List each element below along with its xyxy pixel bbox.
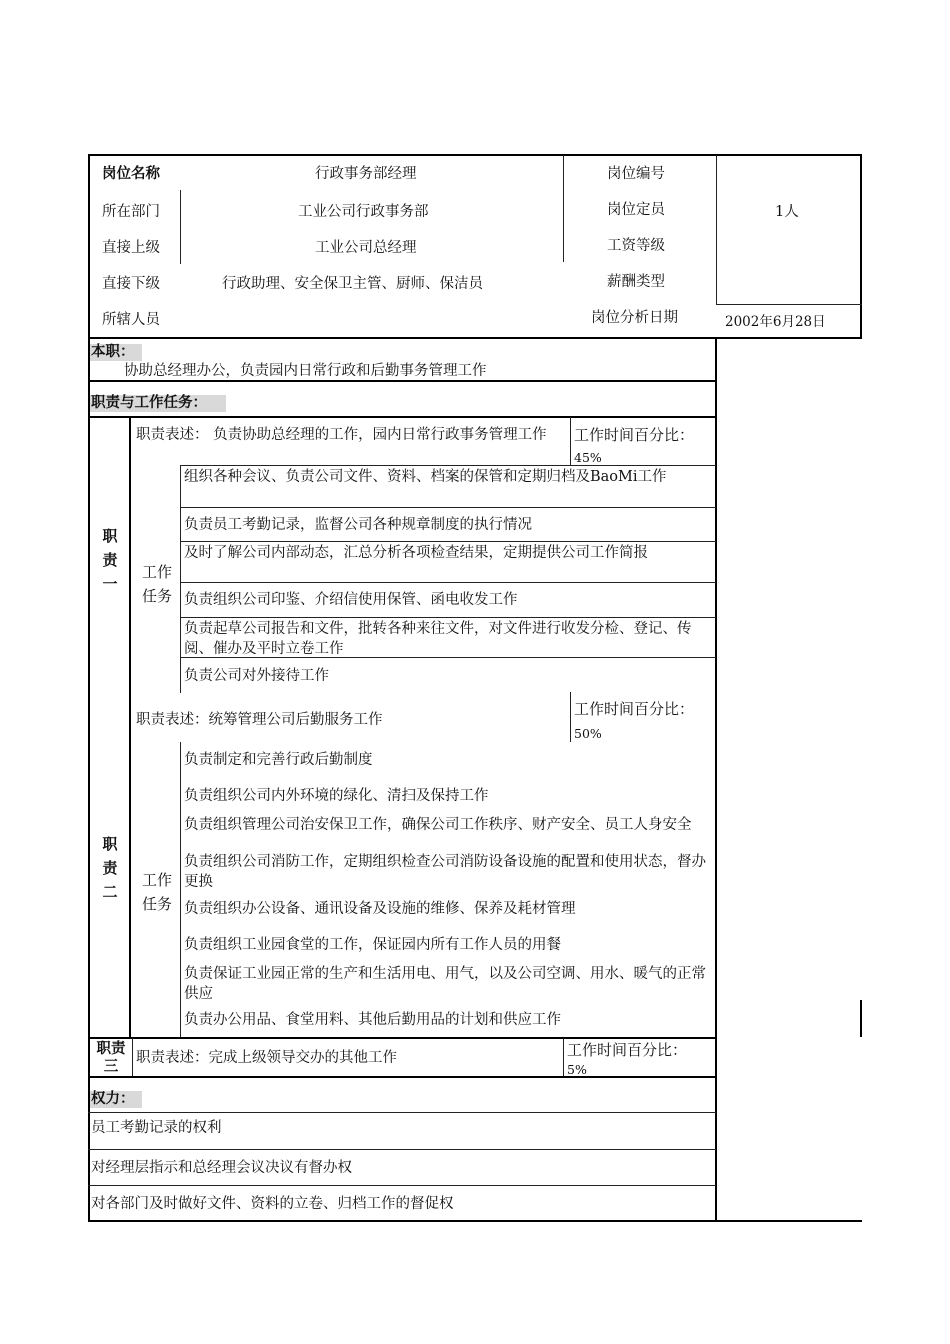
margin-mark: [860, 1000, 862, 1037]
duty-text: 协助总经理办公，负责园内日常行政和后勤事务管理工作: [124, 363, 487, 379]
powers-line: [88, 1112, 716, 1113]
superior-label: 直接上级: [102, 240, 160, 256]
resp3-top-border: [88, 1037, 716, 1039]
table-bottom-border: [88, 1220, 862, 1222]
subordinate-value: 行政助理、安全保卫主管、厨师、保洁员: [222, 276, 483, 292]
managed-label: 所辖人员: [102, 312, 160, 328]
powers-line: [88, 1185, 716, 1186]
resp-label-column-border: [129, 416, 131, 1038]
resp2-time-divider: [570, 692, 571, 742]
resp2-task-divider: [180, 742, 181, 1037]
resp1-task-line: [180, 582, 716, 583]
analysis-date-value: 2002年6月28日: [725, 314, 826, 330]
staffing-label: 岗位定员: [607, 202, 665, 218]
resp2-label: 职责二: [102, 835, 118, 901]
resp2-task-1: 负责制定和完善行政后勤制度: [184, 752, 373, 768]
resp1-task-1: 组织各种会议、负责公司文件、资料、档案的保管和定期归档及BaoMi工作: [184, 469, 667, 485]
resp1-task-3: 及时了解公司内部动态，汇总分析各项检查结果，定期提供公司工作简报: [184, 545, 648, 561]
superior-value: 工业公司总经理: [315, 240, 417, 256]
powers-label: 权力：: [91, 1091, 135, 1107]
analysis-date-label: 岗位分析日期: [591, 310, 678, 326]
resp1-task-line: [180, 657, 716, 658]
dept-value: 工业公司行政事务部: [298, 204, 429, 220]
resp2-task-4: 负责组织公司消防工作，定期组织检查公司消防设备设施的配置和使用状态，督办更换: [184, 854, 706, 890]
resp1-time-label: 工作时间百分比：: [574, 426, 695, 444]
resp2-task-3: 负责组织管理公司治安保卫工作，确保公司工作秩序、财产安全、员工人身安全: [184, 817, 692, 833]
resp2-time-label: 工作时间百分比：: [574, 700, 695, 718]
resp1-task-line: [180, 507, 716, 508]
resp3-time-value: 5%: [567, 1062, 587, 1077]
power-item-3: 对各部门及时做好文件、资料的立卷、归档工作的督促权: [91, 1196, 454, 1212]
resp1-task-4: 负责组织公司印鉴、介绍信使用保管、函电收发工作: [184, 592, 518, 608]
duty-bottom-border: [88, 380, 716, 382]
resp1-task-divider: [180, 465, 181, 693]
wage-grade-label: 工资等级: [607, 238, 665, 254]
power-item-2: 对经理层指示和总经理会议决议有督办权: [91, 1160, 352, 1176]
body-right-border: [715, 337, 717, 1222]
resp2-task-7: 负责保证工业园正常的生产和生活用电、用气，以及公司空调、用水、暖气的正常供应: [184, 966, 706, 1002]
header-right-border: [860, 154, 862, 338]
resp2-time-value: 50%: [574, 726, 602, 741]
resp2-task-6: 负责组织工业园食堂的工作，保证园内所有工作人员的用餐: [184, 937, 561, 953]
resp2-task-label: 工作任务: [141, 871, 172, 913]
post-no-label: 岗位编号: [607, 166, 665, 182]
resp-label-bottom-border: [88, 416, 716, 418]
resp1-task-label: 工作任务: [141, 563, 172, 605]
powers-line: [88, 1149, 716, 1150]
resp1-label: 职责一: [102, 527, 118, 593]
power-item-1: 员工考勤记录的权利: [91, 1120, 222, 1136]
resp1-task-top-line: [180, 465, 716, 466]
header-bottom-border: [88, 337, 862, 339]
resp2-task-8: 负责办公用品、食堂用料、其他后勤用品的计划和供应工作: [184, 1012, 561, 1028]
resp3-bottom-border: [88, 1076, 716, 1078]
resp1-time-value: 45%: [574, 450, 602, 465]
header-divider-2: [563, 155, 564, 262]
header-divider-1: [180, 190, 181, 264]
subordinate-label: 直接下级: [102, 276, 160, 292]
resp2-statement: 职责表述：统筹管理公司后勤服务工作: [136, 712, 383, 728]
post-name-value: 行政事务部经理: [315, 166, 417, 182]
dept-label: 所在部门: [102, 204, 160, 220]
resp1-task-line: [180, 617, 716, 618]
post-name-label: 岗位名称: [102, 166, 160, 182]
staffing-value: 1人: [775, 204, 799, 220]
resp2-task-5: 负责组织办公设备、通讯设备及设施的维修、保养及耗材管理: [184, 901, 576, 917]
resp3-statement: 职责表述：完成上级领导交办的其他工作: [136, 1050, 397, 1066]
salary-type-label: 薪酬类型: [607, 274, 665, 290]
resp1-task-2: 负责员工考勤记录，监督公司各种规章制度的执行情况: [184, 517, 532, 533]
resp1-statement: 职责表述： 负责协助总经理的工作，园内日常行政事务管理工作: [136, 427, 547, 443]
resp1-task-line: [180, 541, 716, 542]
table-top-border: [88, 154, 862, 156]
responsibilities-label: 职责与工作任务：: [91, 395, 207, 411]
table-left-border: [88, 154, 90, 1222]
header-divider-3: [716, 155, 717, 304]
resp1-time-divider: [570, 417, 571, 465]
date-row-top-border: [716, 304, 862, 305]
resp3-time-divider: [563, 1038, 564, 1076]
resp3-label-divider: [132, 1038, 133, 1076]
resp1-task-5: 负责起草公司报告和文件，批转各种来往文件，对文件进行收发分检、登记、传阅、催办及平时立卷工作: [184, 621, 692, 657]
resp2-task-2: 负责组织公司内外环境的绿化、清扫及保持工作: [184, 788, 489, 804]
duty-label: 本职：: [91, 344, 135, 360]
resp3-label: 职责三: [96, 1041, 126, 1075]
resp1-task-6: 负责公司对外接待工作: [184, 668, 329, 684]
resp3-time-label: 工作时间百分比：: [567, 1041, 688, 1059]
